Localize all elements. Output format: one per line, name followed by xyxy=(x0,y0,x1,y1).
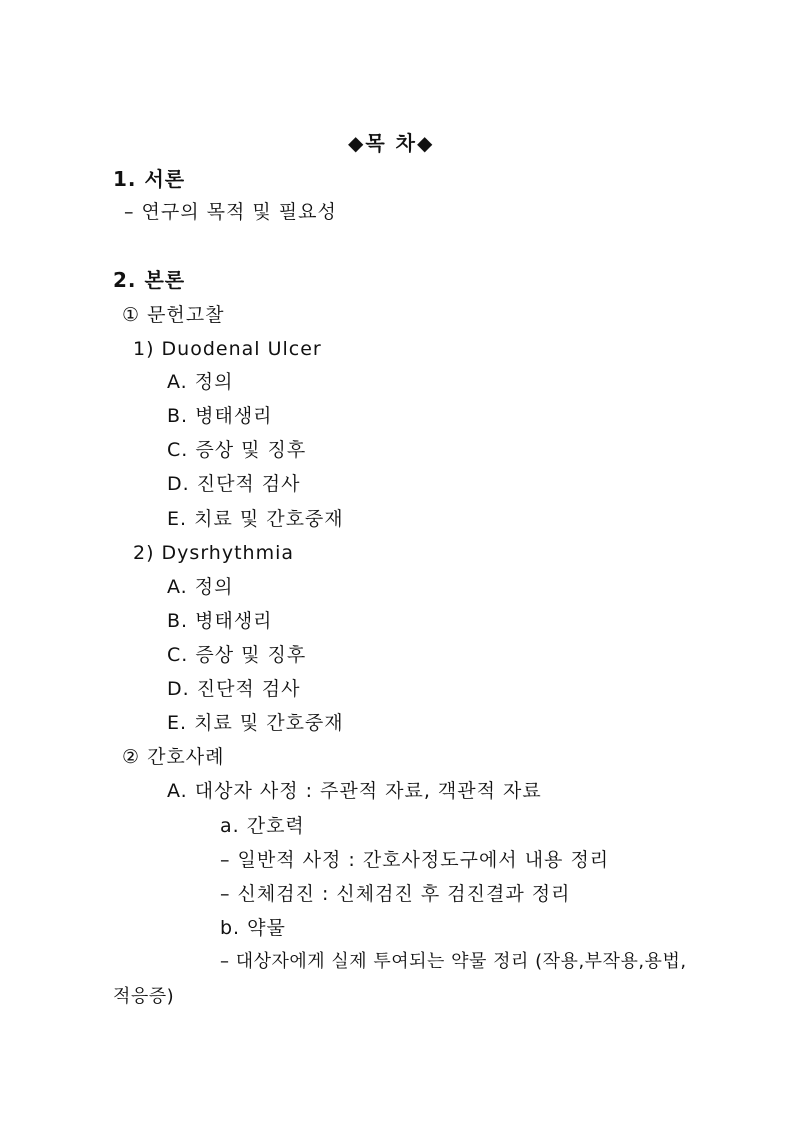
topic1-item: D. 진단적 검사 xyxy=(167,473,301,495)
topic1-item: E. 치료 및 간호중재 xyxy=(167,508,344,530)
nursing-history-item: – 일반적 사정 : 간호사정도구에서 내용 정리 xyxy=(220,849,610,871)
drug-item-line1: – 대상자에게 실제 투여되는 약물 정리 (작용,부작용,용법, xyxy=(220,951,687,972)
topic2-item: B. 병태생리 xyxy=(167,610,273,632)
topic-dysrhythmia: 2) Dysrhythmia xyxy=(133,542,294,564)
nursing-history-item: – 신체검진 : 신체검진 후 검진결과 정리 xyxy=(220,883,571,905)
topic1-item: C. 증상 및 징후 xyxy=(167,439,307,461)
topic2-item: C. 증상 및 징후 xyxy=(167,644,307,666)
drug-item-line2: 적응증) xyxy=(113,986,175,1007)
topic-duodenal-ulcer: 1) Duodenal Ulcer xyxy=(133,338,322,360)
topic2-item: E. 치료 및 간호중재 xyxy=(167,712,344,734)
drug-label: b. 약물 xyxy=(220,917,286,939)
topic2-item: D. 진단적 검사 xyxy=(167,678,301,700)
section-intro-heading: 1. 서론 xyxy=(113,167,186,191)
part-nursing-case: ② 간호사례 xyxy=(122,746,225,768)
toc-title: ◆목 차◆ xyxy=(348,131,435,155)
topic1-item: B. 병태생리 xyxy=(167,405,273,427)
topic2-item: A. 정의 xyxy=(167,576,234,598)
part-literature-review: ① 문헌고찰 xyxy=(122,304,225,326)
nursing-history-label: a. 간호력 xyxy=(220,815,305,837)
topic1-item: A. 정의 xyxy=(167,371,234,393)
section-intro-item: – 연구의 목적 및 필요성 xyxy=(124,201,337,223)
section-body-heading: 2. 본론 xyxy=(113,268,186,292)
assessment-item: A. 대상자 사정 : 주관적 자료, 객관적 자료 xyxy=(167,780,542,802)
